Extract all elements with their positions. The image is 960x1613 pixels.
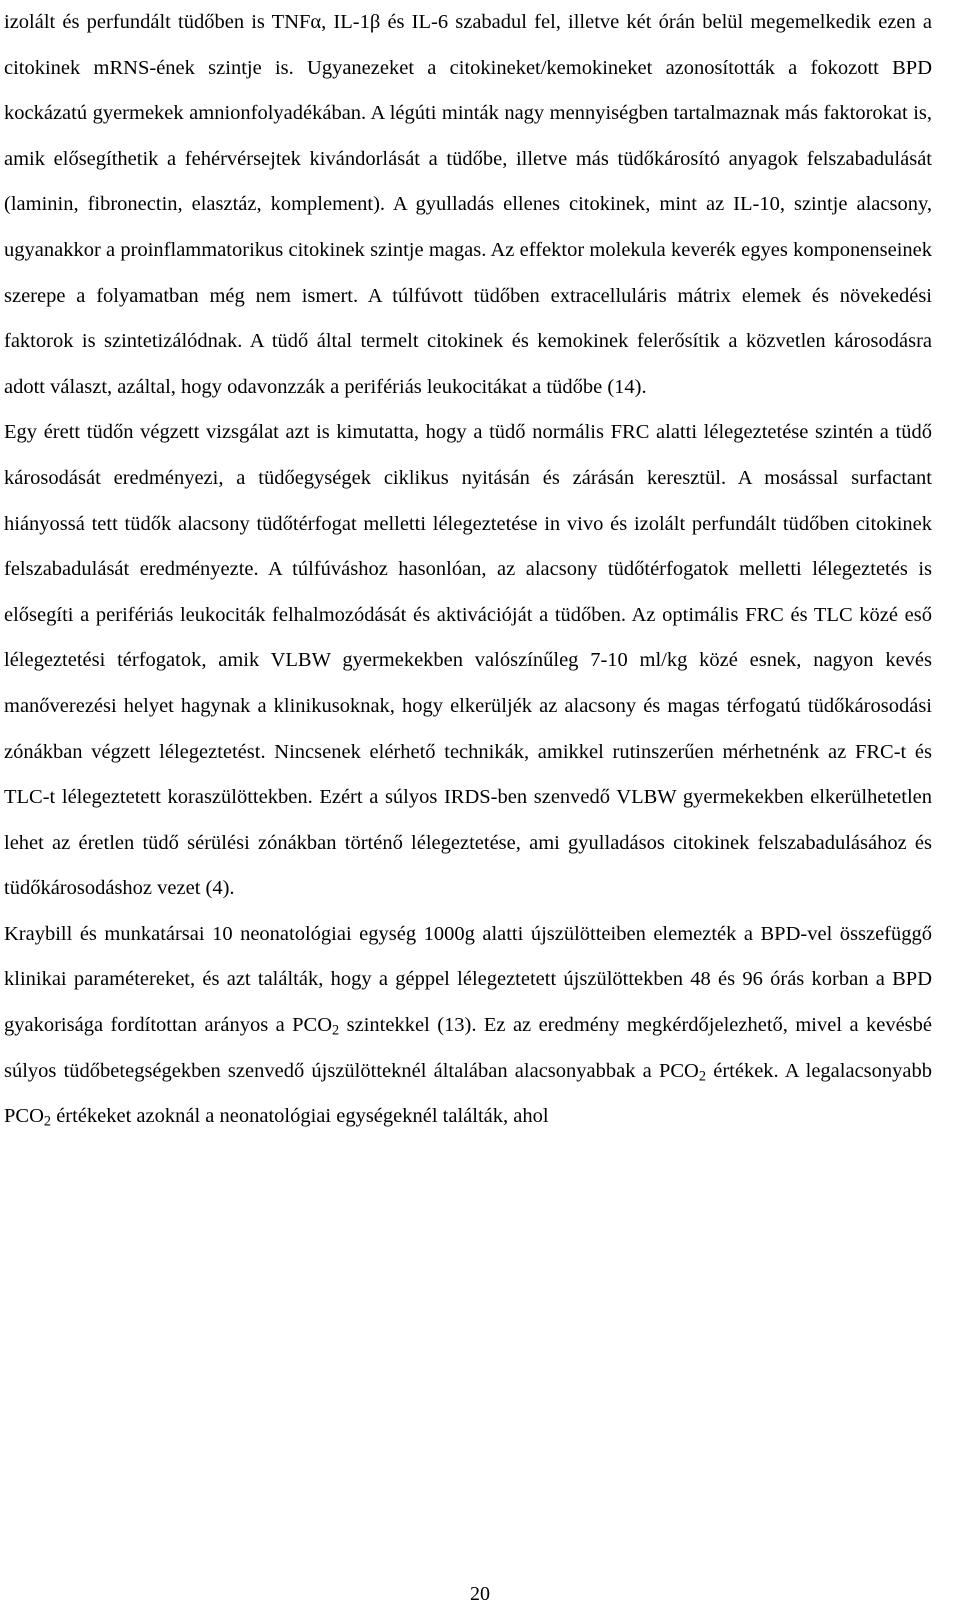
subscript: 2 [332,1022,340,1039]
paragraph-text: Kraybill és munkatársai 10 neonatológiai egység 1000g alatti újszülötteiben elemezték a BPD-vel összefüggő klinikai paramétereket, és azt találták, hogy a géppel lélegeztetett újszülöttekben 48 és 96 órás korban a BPD gyakorisága fordítottan arányos a PCO [4,922,932,1037]
paragraph-frc-ventilation [4,410,932,912]
paragraph-text: értékeket azoknál a neonatológiai egységeknél találták, ahol [51,1105,549,1128]
paragraph-text: szintekkel (13). Ez az eredmény megkérdőjelezhető, mivel a kevésbé súlyos tüdőbetegségekben szenvedő újszülötteknél általában alacsonyabbak a PCO [4,1014,933,1082]
subscript: 2 [43,1113,52,1130]
paragraph-kraybill [4,912,932,1140]
paragraph-cytokines [4,0,932,410]
paragraph-text: értékek. A legalacsonyabb PCO [4,1059,932,1128]
page-number: 20 [470,1583,490,1605]
paragraph-text: Egy érett tüdőn végzett vizsgálat azt is kimutatta, hogy a tüdő normális FRC alatti lélegeztetése szintén a tüdő károsodását eredményezi, a tüdőegységek ciklikus nyitásán és zárásán keresztül. A mosással surfactant hiányossá tett tüdők alacsony tüdőtérfogat melletti lélegeztetése in vivo és izolált perfundált tüdőben citokinek felszabadulását eredményezte. A túlfúváshoz hasonlóan, az alacsony tüdőtérfogatok melletti lélegeztetés is elősegíti a perifériás leukociták felhalmozódását és aktivációját a tüdőben. Az optimális FRC és TLC közé eső lélegeztetési térfogatok, amik VLBW gyermekekben valószínűleg 7-10 ml/kg közé esnek, nagyon kevés manőverezési helyet hagynak a klinikusoknak, hogy elkerüljék az alacsony és magas térfogatú tüdőkárosodási zónákban végzett lélegeztetést. Nincsenek elérhető technikák, amikkel rutinszerűen mérhetnénk az FRC-t és TLC-t lélegeztetett koraszülöttekben. Ezért a súlyos IRDS-ben szenvedő VLBW gyermekekben elkerülhetetlen lehet az éretlen tüdő sérülési zónákban történő lélegeztetése, ami gyulladásos citokinek felszabadulásához és tüdőkárosodáshoz vezet (4). [4,421,932,900]
paragraph-text: izolált és perfundált tüdőben is TNFα, IL-1β és IL-6 szabadul fel, illetve két órán belül megemelkedik ezen a citokinek mRNS-ének szintje is. Ugyanezeket a citokineket/kemokineket azonosították a fokozott BPD kockázatú gyermekek amnionfolyadékában. A légúti minták nagy mennyiségben tartalmaznak más faktorokat is, amik elősegíthetik a fehérvérsejtek kivándorlását a tüdőbe, illetve más tüdőkárosító anyagok felszabadulását (laminin, fibronectin, elasztáz, komplement). A gyulladás ellenes citokinek, mint az IL-10, szintje alacsony, ugyanakkor a proinflammatorikus citokinek szintje magas. Az effektor molekula keverék egyes komponenseinek szerepe a folyamatban még nem ismert. A túlfúvott tüdőben extracelluláris mátrix elemek és növekedési faktorok is szintetizálódnak. A tüdő által termelt citokinek és kemokinek felerősítik a közvetlen károsodásra adott választ, azáltal, hogy odavonzzák a perifériás leukocitákat a tüdőbe (14). [4,11,932,398]
document-page [4,0,932,1140]
subscript: 2 [698,1068,707,1085]
